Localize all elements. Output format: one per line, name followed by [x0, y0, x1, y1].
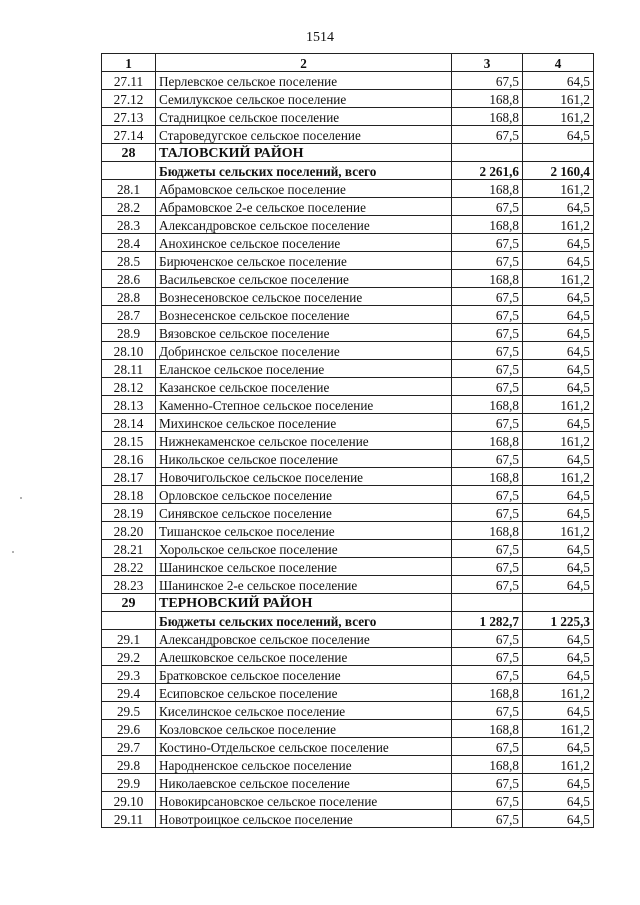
row-number: 28.11: [102, 360, 156, 378]
table-row: [102, 504, 594, 522]
row-number: 28.20: [102, 522, 156, 540]
table-row: [102, 558, 594, 576]
value-col4: 64,5: [523, 630, 594, 648]
table-row: [102, 126, 594, 144]
settlement-name: Васильевское сельское поселение: [156, 270, 452, 288]
table-row: [102, 738, 594, 756]
table-row: [102, 324, 594, 342]
value-col4: 64,5: [523, 252, 594, 270]
value-col3: 67,5: [452, 126, 523, 144]
value-col4: 161,2: [523, 522, 594, 540]
settlement-name: Бюджеты сельских поселений, всего: [156, 612, 452, 630]
row-number: 28.7: [102, 306, 156, 324]
value-col4: 64,5: [523, 414, 594, 432]
value-col4: 161,2: [523, 396, 594, 414]
settlement-name: Абрамовское 2-е сельское поселение: [156, 198, 452, 216]
value-col3: 67,5: [452, 450, 523, 468]
value-col4: 1 225,3: [523, 612, 594, 630]
settlement-name: Братковское сельское поселение: [156, 666, 452, 684]
value-col4: 64,5: [523, 360, 594, 378]
row-number: 28.19: [102, 504, 156, 522]
value-col4: 64,5: [523, 810, 594, 828]
table-row: [102, 810, 594, 828]
value-col4: 64,5: [523, 198, 594, 216]
column-header-4: 4: [523, 54, 594, 72]
settlement-name: Каменно-Степное сельское поселение: [156, 396, 452, 414]
table-row: [102, 666, 594, 684]
value-col3: 67,5: [452, 792, 523, 810]
row-number: 28.6: [102, 270, 156, 288]
row-number: 28.21: [102, 540, 156, 558]
settlement-name: Михинское сельское поселение: [156, 414, 452, 432]
row-number: 28.15: [102, 432, 156, 450]
row-number: 29.6: [102, 720, 156, 738]
value-col4: 64,5: [523, 324, 594, 342]
value-col3: 2 261,6: [452, 162, 523, 180]
value-col4: 64,5: [523, 540, 594, 558]
value-col4: 161,2: [523, 216, 594, 234]
value-col3: 67,5: [452, 558, 523, 576]
row-number: 29.5: [102, 702, 156, 720]
row-number: 27.13: [102, 108, 156, 126]
row-number: 28.12: [102, 378, 156, 396]
settlement-name: Шанинское 2-е сельское поселение: [156, 576, 452, 594]
settlement-name: Бирюченское сельское поселение: [156, 252, 452, 270]
row-number: 27.14: [102, 126, 156, 144]
row-number: 27.12: [102, 90, 156, 108]
table-row: [102, 576, 594, 594]
settlement-name: Синявское сельское поселение: [156, 504, 452, 522]
settlement-name: Александровское сельское поселение: [156, 630, 452, 648]
settlement-name: Никольское сельское поселение: [156, 450, 452, 468]
value-col3: 67,5: [452, 486, 523, 504]
value-col4: 64,5: [523, 774, 594, 792]
settlement-name: Тишанское сельское поселение: [156, 522, 452, 540]
value-col3: 67,5: [452, 666, 523, 684]
value-col3: 168,8: [452, 216, 523, 234]
district-row: [102, 594, 594, 612]
value-col3: 168,8: [452, 270, 523, 288]
row-number: [102, 612, 156, 630]
value-col3: 67,5: [452, 504, 523, 522]
value-col3: 67,5: [452, 630, 523, 648]
row-number: 29: [102, 594, 156, 612]
value-col4: 64,5: [523, 378, 594, 396]
row-number: [102, 162, 156, 180]
value-col3: 67,5: [452, 576, 523, 594]
table-row: [102, 648, 594, 666]
settlement-name: Перлевское сельское поселение: [156, 72, 452, 90]
value-col4: 161,2: [523, 108, 594, 126]
row-number: 27.11: [102, 72, 156, 90]
value-col3: 67,5: [452, 810, 523, 828]
budget-table: [101, 53, 594, 828]
scan-artifact: [12, 551, 14, 553]
row-number: 29.3: [102, 666, 156, 684]
value-col4: 161,2: [523, 468, 594, 486]
table-row: [102, 108, 594, 126]
value-col3: 168,8: [452, 684, 523, 702]
value-col3: 67,5: [452, 72, 523, 90]
settlement-name: Казанское сельское поселение: [156, 378, 452, 396]
settlement-name: Киселинское сельское поселение: [156, 702, 452, 720]
settlement-name: Александровское сельское поселение: [156, 216, 452, 234]
settlement-name: Костино-Отдельское сельское поселение: [156, 738, 452, 756]
value-col3: 67,5: [452, 540, 523, 558]
value-col4: 64,5: [523, 558, 594, 576]
value-col3: 67,5: [452, 234, 523, 252]
settlement-name: ТЕРНОВСКИЙ РАЙОН: [156, 594, 452, 612]
table-row: [102, 432, 594, 450]
value-col4: 64,5: [523, 648, 594, 666]
value-col4: 64,5: [523, 288, 594, 306]
table-row: [102, 198, 594, 216]
value-col4: 64,5: [523, 792, 594, 810]
value-col3: 67,5: [452, 252, 523, 270]
value-col3: 1 282,7: [452, 612, 523, 630]
settlement-name: Абрамовское сельское поселение: [156, 180, 452, 198]
value-col3: 67,5: [452, 324, 523, 342]
value-col4: 64,5: [523, 342, 594, 360]
row-number: 29.11: [102, 810, 156, 828]
value-col3: 168,8: [452, 108, 523, 126]
value-col4: [523, 594, 594, 612]
settlement-name: Новочигольское сельское поселение: [156, 468, 452, 486]
table-row: [102, 72, 594, 90]
value-col4: 64,5: [523, 234, 594, 252]
value-col3: 168,8: [452, 468, 523, 486]
settlement-name: Алешковское сельское поселение: [156, 648, 452, 666]
value-col3: 168,8: [452, 522, 523, 540]
settlement-name: Шанинское сельское поселение: [156, 558, 452, 576]
table-row: [102, 378, 594, 396]
row-number: 29.8: [102, 756, 156, 774]
value-col3: 67,5: [452, 414, 523, 432]
settlement-name: Добринское сельское поселение: [156, 342, 452, 360]
value-col3: [452, 144, 523, 162]
table-row: [102, 342, 594, 360]
table-row: [102, 756, 594, 774]
table-row: [102, 252, 594, 270]
value-col4: 161,2: [523, 720, 594, 738]
table-header-row: [102, 54, 594, 72]
row-number: 28.13: [102, 396, 156, 414]
settlement-name: Стадницкое сельское поселение: [156, 108, 452, 126]
value-col3: 67,5: [452, 774, 523, 792]
row-number: 28.16: [102, 450, 156, 468]
value-col3: [452, 594, 523, 612]
value-col4: 2 160,4: [523, 162, 594, 180]
table-row: [102, 396, 594, 414]
column-header-2: 2: [156, 54, 452, 72]
settlement-name: Вознесенское сельское поселение: [156, 306, 452, 324]
table-body: [102, 72, 594, 828]
row-number: 29.9: [102, 774, 156, 792]
table-row: [102, 270, 594, 288]
total-row: [102, 162, 594, 180]
value-col3: 168,8: [452, 756, 523, 774]
value-col3: 67,5: [452, 738, 523, 756]
value-col3: 67,5: [452, 702, 523, 720]
table-row: [102, 522, 594, 540]
settlement-name: Народненское сельское поселение: [156, 756, 452, 774]
table-row: [102, 306, 594, 324]
row-number: 28.2: [102, 198, 156, 216]
value-col3: 67,5: [452, 648, 523, 666]
value-col3: 168,8: [452, 396, 523, 414]
settlement-name: ТАЛОВСКИЙ РАЙОН: [156, 144, 452, 162]
settlement-name: Еланское сельское поселение: [156, 360, 452, 378]
value-col3: 168,8: [452, 720, 523, 738]
table-row: [102, 360, 594, 378]
table-row: [102, 774, 594, 792]
row-number: 28.23: [102, 576, 156, 594]
value-col4: 64,5: [523, 306, 594, 324]
table-row: [102, 702, 594, 720]
value-col3: 67,5: [452, 378, 523, 396]
settlement-name: Вознесеновское сельское поселение: [156, 288, 452, 306]
row-number: 28.18: [102, 486, 156, 504]
value-col4: 161,2: [523, 756, 594, 774]
table-row: [102, 234, 594, 252]
settlement-name: Староведугское сельское поселение: [156, 126, 452, 144]
value-col4: 64,5: [523, 504, 594, 522]
value-col4: 161,2: [523, 180, 594, 198]
row-number: 28.17: [102, 468, 156, 486]
table-row: [102, 288, 594, 306]
value-col4: 161,2: [523, 270, 594, 288]
value-col4: 64,5: [523, 738, 594, 756]
table-row: [102, 450, 594, 468]
value-col3: 67,5: [452, 198, 523, 216]
value-col3: 168,8: [452, 90, 523, 108]
row-number: 28.5: [102, 252, 156, 270]
row-number: 28.22: [102, 558, 156, 576]
table-row: [102, 720, 594, 738]
value-col4: 64,5: [523, 72, 594, 90]
table-row: [102, 540, 594, 558]
settlement-name: Семилукское сельское поселение: [156, 90, 452, 108]
table-row: [102, 486, 594, 504]
value-col4: 64,5: [523, 486, 594, 504]
row-number: 28.1: [102, 180, 156, 198]
value-col3: 67,5: [452, 342, 523, 360]
row-number: 28.4: [102, 234, 156, 252]
table-row: [102, 180, 594, 198]
value-col3: 67,5: [452, 360, 523, 378]
value-col3: 67,5: [452, 288, 523, 306]
value-col4: 64,5: [523, 126, 594, 144]
table-row: [102, 684, 594, 702]
value-col4: 161,2: [523, 90, 594, 108]
row-number: 29.7: [102, 738, 156, 756]
settlement-name: Бюджеты сельских поселений, всего: [156, 162, 452, 180]
value-col4: 64,5: [523, 666, 594, 684]
table-row: [102, 216, 594, 234]
row-number: 29.1: [102, 630, 156, 648]
page-number: 1514: [306, 30, 334, 45]
value-col4: [523, 144, 594, 162]
row-number: 29.4: [102, 684, 156, 702]
settlement-name: Нижнекаменское сельское поселение: [156, 432, 452, 450]
value-col3: 67,5: [452, 306, 523, 324]
settlement-name: Есиповское сельское поселение: [156, 684, 452, 702]
table-row: [102, 630, 594, 648]
row-number: 29.2: [102, 648, 156, 666]
column-header-3: 3: [452, 54, 523, 72]
value-col4: 64,5: [523, 702, 594, 720]
settlement-name: Новокирсановское сельское поселение: [156, 792, 452, 810]
row-number: 28: [102, 144, 156, 162]
settlement-name: Орловское сельское поселение: [156, 486, 452, 504]
settlement-name: Вязовское сельское поселение: [156, 324, 452, 342]
settlement-name: Анохинское сельское поселение: [156, 234, 452, 252]
table-row: [102, 468, 594, 486]
settlement-name: Хорольское сельское поселение: [156, 540, 452, 558]
row-number: 28.14: [102, 414, 156, 432]
row-number: 28.9: [102, 324, 156, 342]
row-number: 28.10: [102, 342, 156, 360]
total-row: [102, 612, 594, 630]
row-number: 28.3: [102, 216, 156, 234]
value-col3: 168,8: [452, 180, 523, 198]
table-row: [102, 792, 594, 810]
column-header-1: 1: [102, 54, 156, 72]
table-row: [102, 90, 594, 108]
row-number: 28.8: [102, 288, 156, 306]
settlement-name: Новотроицкое сельское поселение: [156, 810, 452, 828]
value-col3: 168,8: [452, 432, 523, 450]
row-number: 29.10: [102, 792, 156, 810]
settlement-name: Козловское сельское поселение: [156, 720, 452, 738]
district-row: [102, 144, 594, 162]
value-col4: 64,5: [523, 576, 594, 594]
value-col4: 161,2: [523, 684, 594, 702]
scan-artifact: [20, 497, 22, 499]
settlement-name: Николаевское сельское поселение: [156, 774, 452, 792]
value-col4: 161,2: [523, 432, 594, 450]
table-row: [102, 414, 594, 432]
value-col4: 64,5: [523, 450, 594, 468]
